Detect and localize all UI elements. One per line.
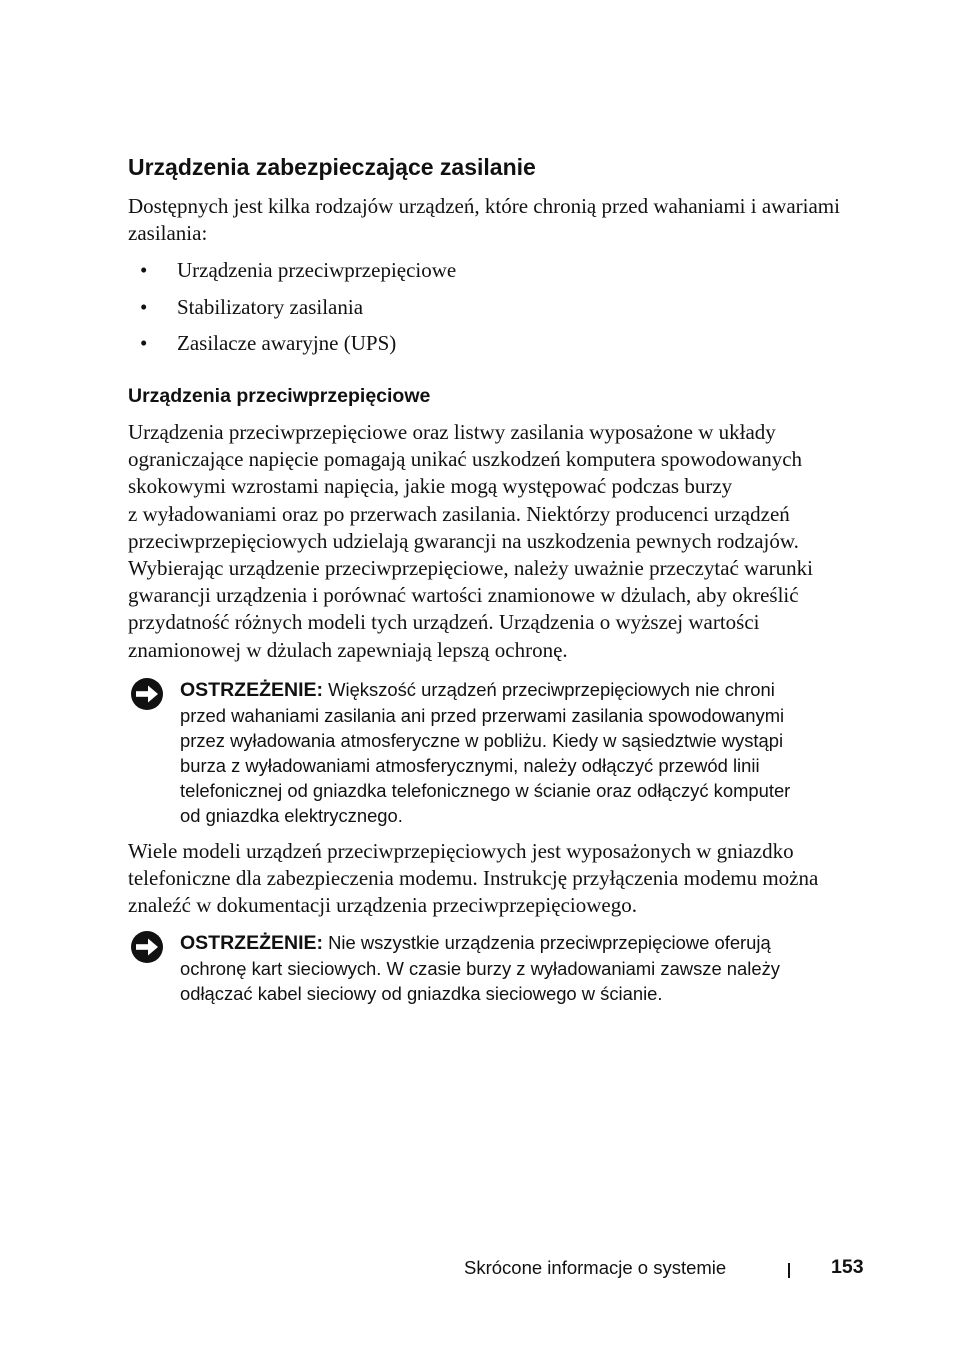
modem-protection-paragraph — [128, 838, 858, 920]
paragraph-line: Wiele modeli urządzeń przeciwprzepięciowych jest wyposażonych w gniazdko — [128, 839, 794, 863]
warning-line-text: Większość urządzeń przeciwprzepięciowych nie chroni — [323, 679, 775, 700]
list-item-label: Urządzenia przeciwprzepięciowe — [177, 258, 457, 282]
warning-label: OSTRZEŻENIE: — [180, 679, 324, 701]
warning-arrow-icon — [130, 677, 164, 711]
warning-line: przez wyładowania atmosferyczne w pobliżu. Kiedy w sąsiedztwie wystąpi — [180, 730, 784, 751]
warning-line: odłączać kabel sieciowy od gniazdka sieciowego w ścianie. — [180, 983, 663, 1004]
footer-divider — [788, 1263, 790, 1278]
warning-line: ochronę kart sieciowych. W czasie burzy z wyładowaniami zawsze należy — [180, 958, 780, 979]
warning-line — [180, 930, 780, 956]
paragraph-line: Urządzenia przeciwprzepięciowe oraz listwy zasilania wyposażone w układy — [128, 420, 776, 444]
intro-line: zasilania: — [128, 221, 208, 246]
paragraph-line: Wybierając urządzenie przeciwprzepięciowe, należy uważnie przeczytać warunki — [128, 556, 813, 581]
paragraph-line: znaleźć w dokumentacji urządzenia przeciwprzepięciowego. — [128, 893, 637, 918]
list-item — [128, 256, 828, 293]
warning-line: od gniazdka elektrycznego. — [180, 805, 403, 826]
warning-text — [180, 930, 780, 1006]
list-item — [128, 329, 828, 366]
warning-line: burza z wyładowaniami atmosferycznymi, należy odłączyć przewód linii — [180, 755, 760, 776]
paragraph-line: przydatność różnych modeli tych urządzeń. Urządzenia o wyższej wartości — [128, 610, 760, 635]
warning-line-text: Nie wszystkie urządzenia przeciwprzepięciowe oferują — [323, 932, 771, 953]
bullet-icon: • — [140, 258, 148, 282]
section-title: Urządzenia zabezpieczające zasilanie — [128, 154, 536, 180]
list-item-label: Stabilizatory zasilania — [177, 294, 364, 319]
page-number: 153 — [831, 1256, 864, 1278]
list-item-label: Zasilacze awaryjne (UPS) — [177, 331, 397, 356]
surge-protector-paragraph — [128, 419, 858, 664]
warning-line: telefonicznej od gniazdka telefonicznego w ścianie oraz odłączyć komputer — [180, 780, 791, 801]
intro-paragraph — [128, 193, 858, 247]
bullet-icon: • — [140, 331, 148, 356]
paragraph-line: znamionowej w dżulach zapewniają lepszą ochronę. — [128, 637, 568, 662]
paragraph-line: skokowymi wzrostami napięcia, jakie mogą występować podczas burzy — [128, 474, 733, 499]
paragraph-line: telefoniczne dla zabezpieczenia modemu. Instrukcję przyłączenia modemu można — [128, 866, 819, 891]
footer-section-title: Skrócone informacje o systemie — [464, 1257, 727, 1278]
paragraph-line: ograniczające napięcie pomagają unikać uszkodzeń komputera spowodowanych — [128, 447, 803, 472]
subsection-title: Urządzenia przeciwprzepięciowe — [128, 385, 431, 407]
warning-arrow-icon — [130, 930, 164, 964]
warning-text — [180, 677, 790, 828]
paragraph-line: z wyładowaniami oraz po przerwach zasilania. Niektórzy producenci urządzeń — [128, 501, 790, 526]
bullet-icon: • — [140, 294, 148, 319]
warning-line: przed wahaniami zasilania ani przed przerwami zasilania spowodowanymi — [180, 705, 785, 726]
list-item — [128, 293, 828, 330]
paragraph-line: gwarancji urządzenia i porównać wartości znamionowe w dżulach, aby określić — [128, 583, 799, 608]
device-type-list — [128, 256, 828, 366]
paragraph-line: przeciwprzepięciowych udzielają gwarancji na uszkodzenia pewnych rodzajów. — [128, 528, 799, 553]
warning-label: OSTRZEŻENIE: — [180, 932, 324, 954]
intro-line: Dostępnych jest kilka rodzajów urządzeń, które chronią przed wahaniami i awariami — [128, 194, 840, 218]
warning-line — [180, 677, 790, 703]
